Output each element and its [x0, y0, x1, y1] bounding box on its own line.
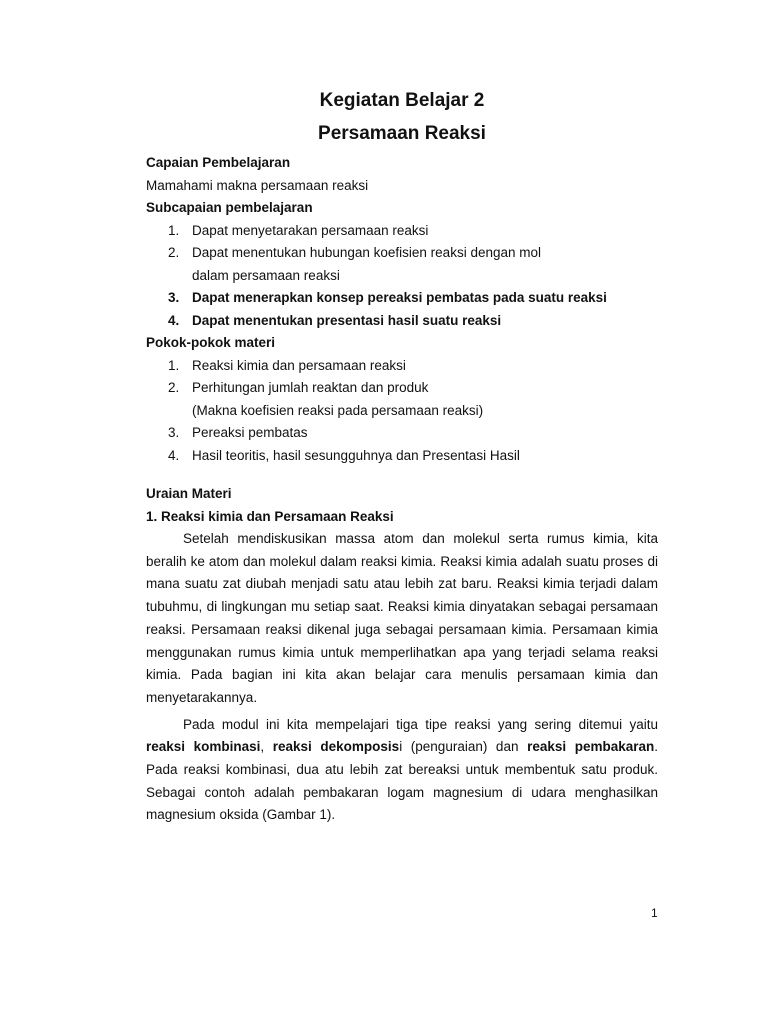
page-number: 1 — [651, 906, 658, 920]
pokok-heading: Pokok-pokok materi — [146, 335, 276, 350]
section-gap — [146, 467, 658, 483]
capaian-heading: Capaian Pembelajaran — [146, 155, 291, 170]
page-content — [146, 85, 658, 831]
pokok-list — [146, 355, 658, 468]
subcapaian-heading: Subcapaian pembelajaran — [146, 200, 313, 215]
term-reaksi-dekomposisi: reaksi dekomposis — [272, 739, 400, 755]
list-item: 4. Dapat menentukan presentasi hasil suatu reaksi — [168, 312, 502, 328]
list-item: 2. Dapat menentukan hubungan koefisien reaksi dengan mol dalam persamaan reaksi — [168, 245, 541, 283]
list-item: 3. Dapat menerapkan konsep pereaksi pembatas pada suatu reaksi — [168, 290, 607, 305]
page-subtitle: Persamaan Reaksi — [318, 123, 486, 144]
subcapaian-list — [146, 220, 658, 333]
list-item: 2. Perhitungan jumlah reaktan dan produk (Makna koefisien reaksi pada persamaan reaksi) — [168, 380, 484, 418]
list-item: 1. Reaksi kimia dan persamaan reaksi — [168, 357, 406, 373]
body-paragraph-1: Setelah mendiskusikan massa atom dan molekul serta rumus kimia, kita beralih ke atom dan molekul dalam reaksi kimia. Reaksi kimia adalah suatu proses di mana suatu zat diubah menjadi satu atau lebih zat baru. Reaksi kimia terjadi dalam tubuhmu, di lingkungan mu setiap saat. Reaksi kimia dinyatakan sebagai persamaan reaksi. Persamaan reaksi dikenal juga sebagai persamaan kimia. Persamaan kimia menggunakan rumus kimia untuk memperlihatkan apa yang terjadi selama reaksi kimia. Pada bagian ini kita akan belajar cara menulis persamaan kimia dan menyetarakannya. — [146, 531, 658, 705]
body-paragraph-2: Pada modul ini kita mempelajari tiga tipe reaksi yang sering ditemui yaitu reaksi kombinasi, reaksi dekomposisi (penguraian) dan reaksi pembakaran. Pada reaksi kombinasi, dua atu lebih zat bereaksi untuk membentuk satu produk. Sebagai contoh adalah pembakaran logam magnesium di udara menghasilkan magnesium oksida (Gambar 1). — [146, 716, 659, 823]
term-reaksi-kombinasi: reaksi kombinasi — [146, 739, 261, 755]
uraian-heading: Uraian Materi — [146, 486, 232, 501]
page-title: Kegiatan Belajar 2 — [319, 90, 485, 111]
list-item: 3. Pereaksi pembatas — [168, 425, 308, 440]
capaian-text: Mamahami makna persamaan reaksi — [146, 177, 369, 193]
section-title: 1. Reaksi kimia dan Persamaan Reaksi — [146, 508, 394, 524]
list-item: 1. Dapat menyetarakan persamaan reaksi — [168, 222, 429, 238]
term-reaksi-pembakaran: reaksi pembakaran — [527, 739, 655, 755]
list-item: 4. Hasil teoritis, hasil sesungguhnya dan Presentasi Hasil — [168, 447, 520, 463]
